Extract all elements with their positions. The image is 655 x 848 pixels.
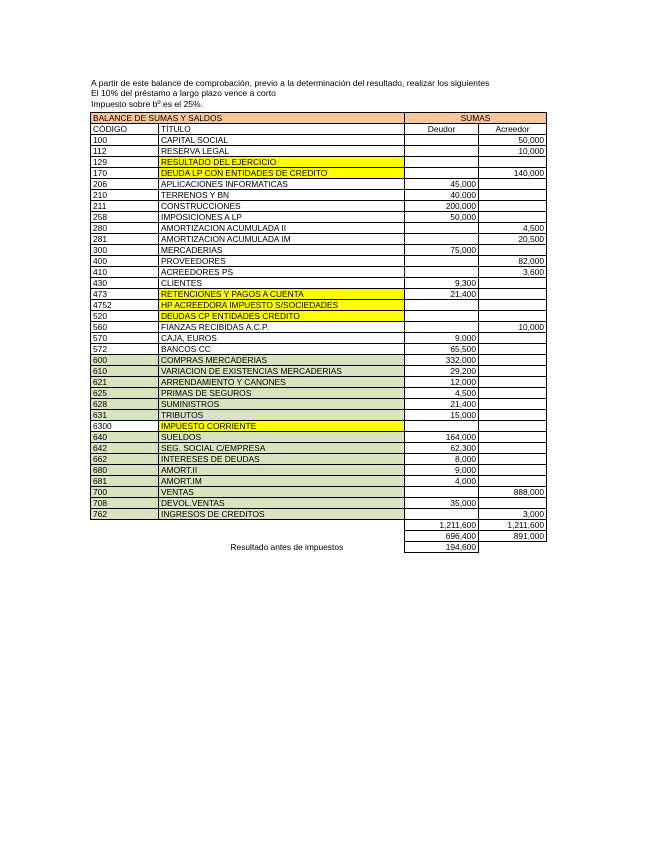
account-code: 570 <box>91 333 159 344</box>
account-title: AMORTIZACION ACUMULADA II <box>159 223 405 234</box>
deudor-value <box>405 267 479 278</box>
deudor-value <box>405 300 479 311</box>
account-title: COMPRAS MERCADERIAS <box>159 355 405 366</box>
account-code: 281 <box>91 234 159 245</box>
column-header-row <box>91 124 547 135</box>
table-row <box>91 465 547 476</box>
table-row <box>91 410 547 421</box>
table-row <box>91 388 547 399</box>
table-row <box>91 300 547 311</box>
account-code: 610 <box>91 366 159 377</box>
acreedor-value <box>479 388 547 399</box>
sumas-header: SUMAS <box>405 113 547 124</box>
table-row <box>91 223 547 234</box>
deudor-value <box>405 421 479 432</box>
acreedor-value: 3,000 <box>479 509 547 520</box>
acreedor-value: 10,000 <box>479 322 547 333</box>
deudor-value: 15,000 <box>405 410 479 421</box>
account-title: INTERESES DE DEUDAS <box>159 454 405 465</box>
account-title: IMPUESTO CORRIENTE <box>159 421 405 432</box>
table-row <box>91 146 547 157</box>
account-title: SUMINISTROS <box>159 399 405 410</box>
totals-row <box>91 520 547 531</box>
totals-row <box>91 531 547 542</box>
result-row <box>91 542 547 553</box>
deudor-value: 4,500 <box>405 388 479 399</box>
account-code: 206 <box>91 179 159 190</box>
acreedor-value: 140,000 <box>479 168 547 179</box>
deudor-value <box>405 223 479 234</box>
acreedor-value <box>479 421 547 432</box>
account-title: DEVOL.VENTAS <box>159 498 405 509</box>
account-title: RESULTADO DEL EJERCICIO <box>159 157 405 168</box>
deudor-value: 21,400 <box>405 289 479 300</box>
acreedor-value <box>479 377 547 388</box>
account-code: 680 <box>91 465 159 476</box>
deudor-value: 62,300 <box>405 443 479 454</box>
account-title: CAPITAL SOCIAL <box>159 135 405 146</box>
acreedor-value <box>479 333 547 344</box>
table-row <box>91 366 547 377</box>
deudor-value: 35,000 <box>405 498 479 509</box>
instruction-line-1: A partir de este balance de comprobación, previo a la determinación del resultado, realizar los siguientes <box>91 78 490 88</box>
balance-table <box>90 112 547 553</box>
account-title: APLICACIONES INFORMATICAS <box>159 179 405 190</box>
deudor-value <box>405 168 479 179</box>
account-title: TERRENOS Y BN <box>159 190 405 201</box>
table-row <box>91 333 547 344</box>
acreedor-value <box>479 454 547 465</box>
acreedor-value: 10,000 <box>479 146 547 157</box>
account-code: 300 <box>91 245 159 256</box>
deudor-value <box>405 311 479 322</box>
deudor-value: 75,000 <box>405 245 479 256</box>
table-row <box>91 201 547 212</box>
account-code: 621 <box>91 377 159 388</box>
deudor-value: 332,000 <box>405 355 479 366</box>
deudor-value: 50,000 <box>405 212 479 223</box>
deudor-value <box>405 509 479 520</box>
account-title: CAJA, EUROS <box>159 333 405 344</box>
table-row <box>91 322 547 333</box>
account-code: 628 <box>91 399 159 410</box>
acreedor-value <box>479 366 547 377</box>
account-code: 600 <box>91 355 159 366</box>
table-row <box>91 476 547 487</box>
table-row <box>91 168 547 179</box>
title-row <box>91 113 547 124</box>
account-code: 4752 <box>91 300 159 311</box>
table-row <box>91 278 547 289</box>
table-row <box>91 289 547 300</box>
account-code: 681 <box>91 476 159 487</box>
account-code: 762 <box>91 509 159 520</box>
account-code: 572 <box>91 344 159 355</box>
account-code: 430 <box>91 278 159 289</box>
table-row <box>91 454 547 465</box>
deudor-value: 9,000 <box>405 333 479 344</box>
table-row <box>91 355 547 366</box>
account-title: TRIBUTOS <box>159 410 405 421</box>
deudor-value: 12,000 <box>405 377 479 388</box>
acreedor-value: 888,000 <box>479 487 547 498</box>
account-code: 258 <box>91 212 159 223</box>
acreedor-value <box>479 201 547 212</box>
table-row <box>91 256 547 267</box>
deudor-value <box>405 157 479 168</box>
totals-body <box>91 520 547 542</box>
acreedor-value: 82,000 <box>479 256 547 267</box>
table-title: BALANCE DE SUMAS Y SALDOS <box>91 113 405 124</box>
account-code: 100 <box>91 135 159 146</box>
result-value: 194,600 <box>405 542 479 553</box>
account-code: 700 <box>91 487 159 498</box>
account-code: 520 <box>91 311 159 322</box>
deudor-value <box>405 135 479 146</box>
account-code: 642 <box>91 443 159 454</box>
table-row <box>91 245 547 256</box>
account-title: HP ACREEDORA IMPUESTO S/SOCIEDADES <box>159 300 405 311</box>
account-title: VENTAS <box>159 487 405 498</box>
account-title: ACREEDORES PS <box>159 267 405 278</box>
acreedor-value <box>479 157 547 168</box>
deudor-value <box>405 487 479 498</box>
account-title: INGRESOS DE CREDITOS <box>159 509 405 520</box>
table-row <box>91 234 547 245</box>
deudor-value <box>405 234 479 245</box>
acreedor-value <box>479 443 547 454</box>
account-title: CONSTRUCCIONES <box>159 201 405 212</box>
table-row <box>91 135 547 146</box>
col-codigo-header: CÓDIGO <box>91 124 159 135</box>
acreedor-value <box>479 399 547 410</box>
account-title: CLIENTES <box>159 278 405 289</box>
deudor-value: 8,000 <box>405 454 479 465</box>
deudor-value: 9,000 <box>405 465 479 476</box>
deudor-value: 9,300 <box>405 278 479 289</box>
acreedor-value <box>479 289 547 300</box>
acreedor-value <box>479 278 547 289</box>
account-code: 280 <box>91 223 159 234</box>
col-acreedor-header: Acreedor <box>479 124 547 135</box>
deudor-value <box>405 146 479 157</box>
account-code: 170 <box>91 168 159 179</box>
acreedor-value: 50,000 <box>479 135 547 146</box>
table-row <box>91 344 547 355</box>
table-row <box>91 377 547 388</box>
account-title: VARIACION DE EXISTENCIAS MERCADERIAS <box>159 366 405 377</box>
account-title: DEUDA LP CON ENTIDADES DE CREDITO <box>159 168 405 179</box>
account-title: BANCOS CC <box>159 344 405 355</box>
table-row <box>91 421 547 432</box>
table-row <box>91 190 547 201</box>
instruction-line-2: El 10% del préstamo a largo plazo vence a corto <box>91 88 276 99</box>
acreedor-value <box>479 245 547 256</box>
acreedor-value <box>479 465 547 476</box>
acreedor-value <box>479 212 547 223</box>
col-titulo-header: TÍTULO <box>159 124 405 135</box>
account-code: 129 <box>91 157 159 168</box>
account-title: DEUDAS CP ENTIDADES CREDITO <box>159 311 405 322</box>
account-title: IMPOSICIONES A LP <box>159 212 405 223</box>
total-acreedor: 891,000 <box>479 531 547 542</box>
account-code: 112 <box>91 146 159 157</box>
account-title: FIANZAS RECIBIDAS A.C.P. <box>159 322 405 333</box>
acreedor-value <box>479 311 547 322</box>
deudor-value: 164,000 <box>405 432 479 443</box>
table-row <box>91 509 547 520</box>
account-title: RETENCIONES Y PAGOS A CUENTA <box>159 289 405 300</box>
deudor-value: 65,500 <box>405 344 479 355</box>
deudor-value: 40,000 <box>405 190 479 201</box>
table-row <box>91 267 547 278</box>
account-title: AMORTIZACION ACUMULADA IM <box>159 234 405 245</box>
table-row <box>91 311 547 322</box>
account-code: 631 <box>91 410 159 421</box>
acreedor-value <box>479 179 547 190</box>
acreedor-value: 3,600 <box>479 267 547 278</box>
account-code: 625 <box>91 388 159 399</box>
table-row <box>91 443 547 454</box>
table-row <box>91 399 547 410</box>
deudor-value: 200,000 <box>405 201 479 212</box>
acreedor-value <box>479 498 547 509</box>
account-code: 210 <box>91 190 159 201</box>
account-title: AMORT.II <box>159 465 405 476</box>
account-code: 410 <box>91 267 159 278</box>
acreedor-value <box>479 432 547 443</box>
deudor-value: 45,000 <box>405 179 479 190</box>
acreedor-value <box>479 410 547 421</box>
table-row <box>91 212 547 223</box>
account-title: PROVEEDORES <box>159 256 405 267</box>
deudor-value <box>405 256 479 267</box>
account-title: ARRENDAMIENTO Y CANONES <box>159 377 405 388</box>
table-body <box>91 135 547 520</box>
account-title: SUELDOS <box>159 432 405 443</box>
total-acreedor: 1,211,600 <box>479 520 547 531</box>
account-title: AMORT.IM <box>159 476 405 487</box>
account-title: RESERVA LEGAL <box>159 146 405 157</box>
table-row <box>91 487 547 498</box>
account-code: 211 <box>91 201 159 212</box>
account-title: PRIMAS DE SEGUROS <box>159 388 405 399</box>
account-code: 640 <box>91 432 159 443</box>
account-title: SEG. SOCIAL C/EMPRESA <box>159 443 405 454</box>
instructions <box>91 78 489 109</box>
acreedor-value <box>479 300 547 311</box>
acreedor-value <box>479 344 547 355</box>
account-code: 473 <box>91 289 159 300</box>
acreedor-value <box>479 355 547 366</box>
col-deudor-header: Deudor <box>405 124 479 135</box>
result-label: Resultado antes de impuestos <box>230 542 344 552</box>
acreedor-value <box>479 476 547 487</box>
total-deudor: 696,400 <box>405 531 479 542</box>
deudor-value <box>405 322 479 333</box>
acreedor-value: 4,500 <box>479 223 547 234</box>
instruction-line-3: Impuesto sobre bº es el 25%. <box>91 98 204 109</box>
table-row <box>91 432 547 443</box>
account-code: 560 <box>91 322 159 333</box>
account-title: MERCADERIAS <box>159 245 405 256</box>
total-deudor: 1,211,600 <box>405 520 479 531</box>
account-code: 6300 <box>91 421 159 432</box>
deudor-value: 29,200 <box>405 366 479 377</box>
account-code: 708 <box>91 498 159 509</box>
deudor-value: 4,000 <box>405 476 479 487</box>
table-row <box>91 179 547 190</box>
table-row <box>91 157 547 168</box>
account-code: 662 <box>91 454 159 465</box>
account-code: 400 <box>91 256 159 267</box>
deudor-value: 21,400 <box>405 399 479 410</box>
table-row <box>91 498 547 509</box>
acreedor-value: 20,500 <box>479 234 547 245</box>
acreedor-value <box>479 190 547 201</box>
